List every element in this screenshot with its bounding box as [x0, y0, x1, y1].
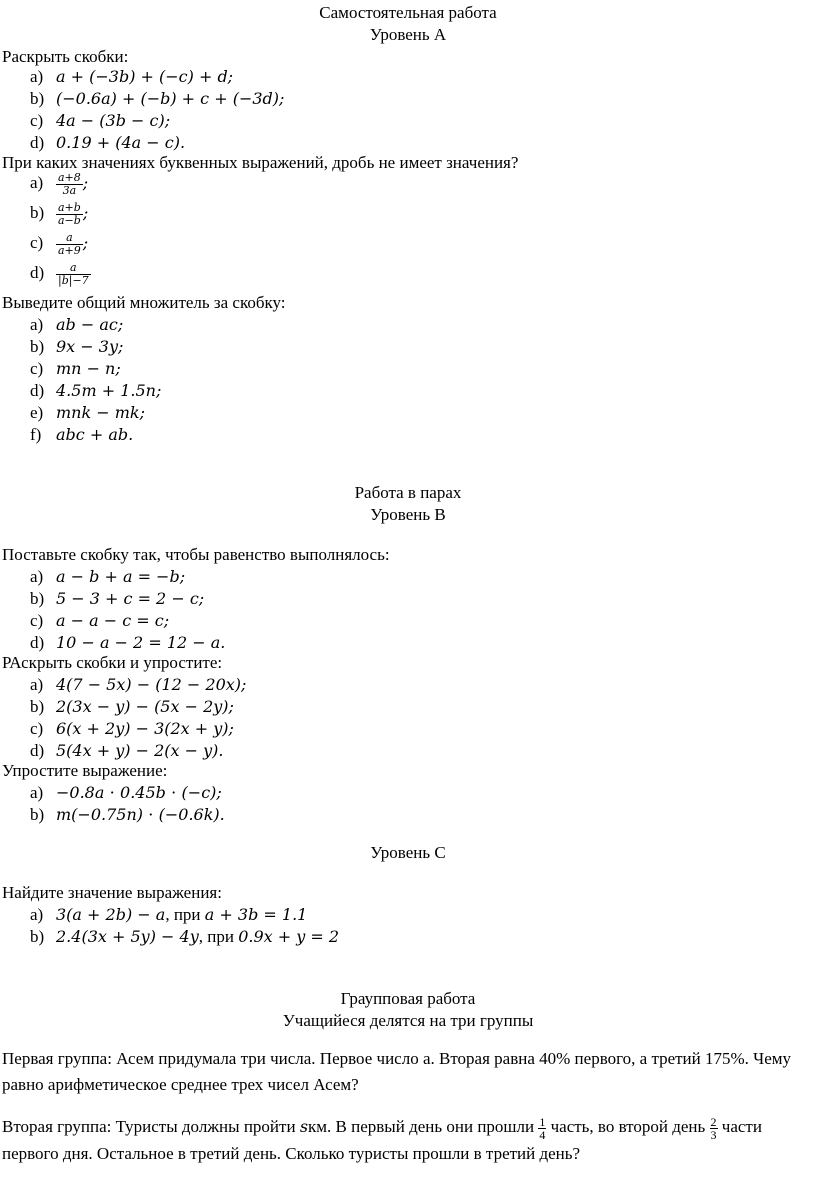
list-item: a) 4(7 − 5𝑥) − (12 − 20𝑥); [30, 675, 247, 694]
group-work-title: Граупповая работа [340, 989, 476, 1008]
list-item: a) −0.8𝑎 ⋅ 0.45𝑏 ⋅ (−𝑐); [30, 783, 222, 802]
list-item: a) 3(𝑎 + 2𝑏) − 𝑎, при 𝑎 + 3𝑏 = 1.1 [30, 905, 308, 924]
list-item: d) 4.5𝑚 + 1.5𝑛; [30, 381, 162, 400]
fraction: $\frac{a}{a+9}$ [58, 231, 81, 257]
list-item: d) 10 − 𝑎 − 2 = 12 − 𝑎. [30, 633, 226, 652]
group1-paragraph: Первая группа: Асем придумала три числа. Первое число а. Вторая равна 40% первого, а третий 175%. Чему равно арифметическое среднее трех чисел Асем? [2, 1049, 792, 1094]
list-item: a) 𝑎 − 𝑏 + 𝑎 = −𝑏; [30, 567, 186, 586]
list-item: b) (−0.6𝑎) + (−𝑏) + 𝑐 + (−3𝑑); [30, 89, 285, 108]
list-item: b) 9𝑥 − 3𝑦; [30, 337, 124, 356]
list-item: c) 6(𝑥 + 2𝑦) − 3(2𝑥 + 𝑦); [30, 719, 234, 738]
list-item: b) 2.4(3𝑥 + 5𝑦) − 4𝑦, при 0.9𝑥 + 𝑦 = 2 [30, 927, 340, 946]
list-item: c) $\frac{a}{a+9}$ ; [30, 231, 89, 257]
task-b1-prompt: Поставьте скобку так, чтобы равенство выполнялось: [2, 545, 390, 564]
section-b-title: Работа в парах [354, 483, 462, 502]
fraction-two-thirds: $\frac{2}{3}$ [710, 1114, 717, 1142]
list-item: d) 5(4𝑥 + 𝑦) − 2(𝑥 − 𝑦). [30, 741, 224, 760]
section-a-level: Уровень А [369, 25, 447, 44]
list-item: d) 0.19 + (4𝑎 − 𝑐). [30, 133, 186, 152]
fraction: $\frac{a}{|b|-7}$ [58, 261, 89, 287]
task-b3-prompt: Упростите выражение: [2, 761, 168, 780]
section-b-level: Уровень В [370, 505, 446, 524]
section-c-level: Уровень С [370, 843, 446, 862]
fraction: $\frac{a+b}{a-b}$ [58, 201, 81, 227]
task-c1-prompt: Найдите значение выражения: [2, 883, 222, 902]
task-a1-prompt: Раскрыть скобки: [2, 47, 129, 66]
list-item: d) $\frac{a}{|b|-7}$ [30, 261, 89, 287]
task-b2-prompt: РАскрыть скобки и упростите: [2, 653, 223, 672]
group-work-subtitle: Учащийеся делятся на три группы [282, 1011, 534, 1030]
list-item: b) 2(3𝑥 − 𝑦) − (5𝑥 − 2𝑦); [30, 697, 234, 716]
list-item: c) 𝑎 − 𝑎 − 𝑐 = 𝑐; [30, 611, 170, 630]
fraction: $\frac{a+8}{3a}$ [58, 171, 81, 197]
list-item: a) $\frac{a+8}{3a}$ ; [30, 171, 89, 197]
list-item: a) 𝑎 + (−3𝑏) + (−𝑐) + 𝑑; [30, 67, 234, 86]
group2-paragraph: Вторая группа: Туристы должны пройти sкм. В первый день они прошли $\frac{1}{4}$ часть, во второй день $\frac{2}{3}$ части первого дня. Остальное в третий день. Сколько туристы прошли в третий день? [2, 1114, 762, 1163]
list-item: f) 𝑎𝑏𝑐 + 𝑎𝑏. [30, 425, 134, 444]
list-item: a) 𝑎𝑏 − 𝑎𝑐; [30, 315, 124, 334]
list-item: b) $\frac{a+b}{a-b}$ ; [30, 201, 89, 227]
fraction-one-quarter: $\frac{1}{4}$ [539, 1114, 546, 1142]
list-item: e) 𝑚𝑛𝑘 − 𝑚𝑘; [30, 403, 146, 422]
task-a3-prompt: Выведите общий множитель за скобку: [2, 293, 286, 312]
section-a-title: Самостоятельная работа [319, 3, 497, 22]
list-item: c) 4𝑎 − (3𝑏 − 𝑐); [30, 111, 171, 130]
list-item: b) 5 − 3 + 𝑐 = 2 − 𝑐; [30, 589, 205, 608]
list-item: c) 𝑚𝑛 − 𝑛; [30, 359, 121, 378]
list-item: b) 𝑚(−0.75𝑛) ⋅ (−0.6𝑘). [30, 805, 225, 824]
task-a2-prompt: При каких значениях буквенных выражений, дробь не имеет значения? [2, 153, 519, 172]
